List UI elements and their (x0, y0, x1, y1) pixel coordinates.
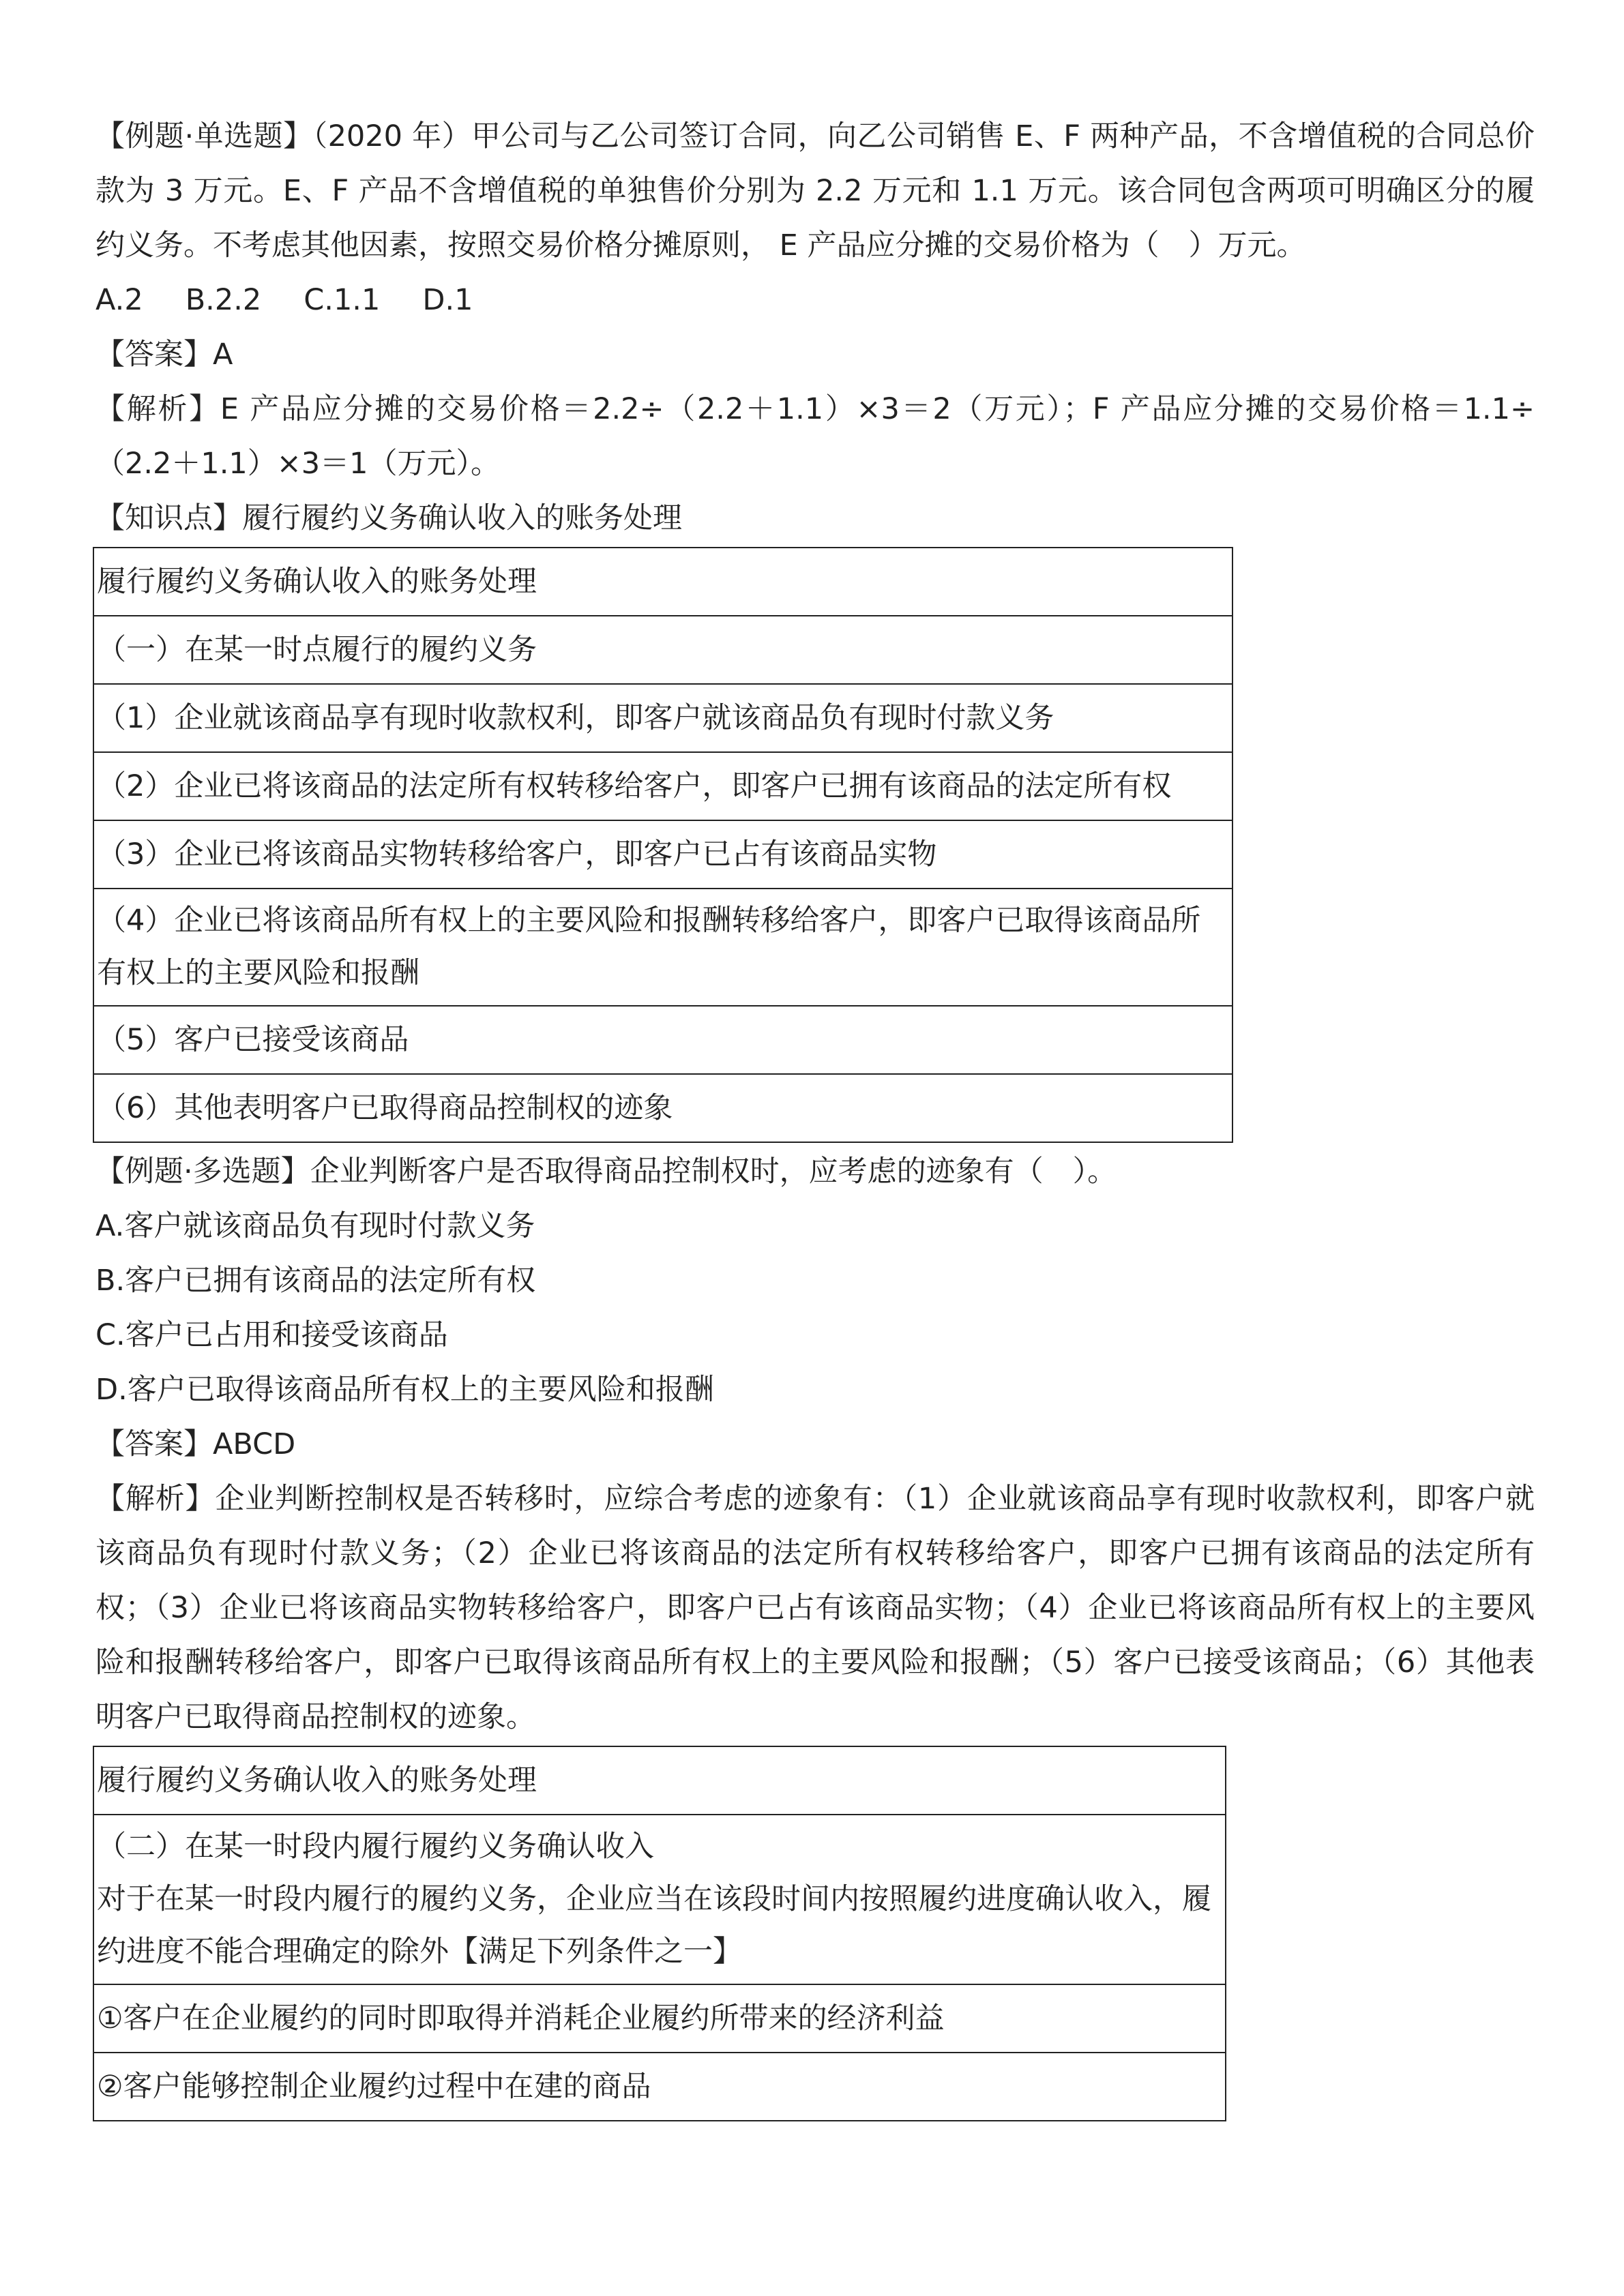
section-body: 对于在某一时段内履行的履约义务，企业应当在该段时间内按照履约进度确认收入，履约进度不能合理确定的除外【满足下列条件之一】 (97, 1882, 1211, 1969)
table-header: 履行履约义务确认收入的账务处理 (93, 548, 1232, 616)
table-header: 履行履约义务确认收入的账务处理 (93, 1746, 1226, 1815)
option-a: A.2 (95, 283, 143, 317)
option-b: B.2.2 (185, 283, 262, 317)
option-d: D.1 (422, 283, 473, 317)
table-row: （4）企业已将该商品所有权上的主要风险和报酬转移给客户，即客户已取得该商品所有权上的主要风险和报酬 (93, 889, 1232, 1006)
question-1-analysis: 【解析】E 产品应分摊的交易价格＝2.2÷（2.2＋1.1）×3＝2（万元）；F 产品应分摊的交易价格＝1.1÷（2.2＋1.1）×3＝1（万元）。 (95, 392, 1535, 481)
table-row: ②客户能够控制企业履约过程中在建的商品 (93, 2053, 1226, 2121)
question-1-answer: 【答案】A (95, 338, 233, 372)
section-title: （二）在某一时段内履行履约义务确认收入 (97, 1830, 654, 1864)
question-2-option-d: D.客户已取得该商品所有权上的主要风险和报酬 (95, 1373, 714, 1407)
table-row: （1）企业就该商品享有现时收款权利，即客户就该商品负有现时付款义务 (93, 684, 1232, 752)
option-c: C.1.1 (304, 283, 381, 317)
question-2-option-c: C.客户已占用和接受该商品 (95, 1318, 448, 1352)
table-row: （5）客户已接受该商品 (93, 1006, 1232, 1074)
question-2-option-b: B.客户已拥有该商品的法定所有权 (95, 1264, 536, 1298)
question-2-stem: 【例题·多选题】企业判断客户是否取得商品控制权时，应考虑的迹象有（ ）。 (95, 1154, 1117, 1189)
table-row: （3）企业已将该商品实物转移给客户，即客户已占有该商品实物 (93, 820, 1232, 889)
table-row: （2）企业已将该商品的法定所有权转移给客户，即客户已拥有该商品的法定所有权 (93, 752, 1232, 820)
table-row-section (93, 1815, 1226, 1984)
document-content (95, 109, 1535, 2123)
question-2-option-a: A.客户就该商品负有现时付款义务 (95, 1209, 535, 1243)
knowledge-point: 【知识点】履行履约义务确认收入的账务处理 (95, 501, 682, 535)
question-2-analysis: 【解析】企业判断控制权是否转移时，应综合考虑的迹象有：（1）企业就该商品享有现时收款权利，即客户就该商品负有现时付款义务；（2）企业已将该商品的法定所有权转移给客户，即客户已拥有该商品的法定所有权；（3）企业已将该商品实物转移给客户，即客户已占有该商品实物；（4）企业已将该商品所有权上的主要风险和报酬转移给客户，即客户已取得该商品所有权上的主要风险和报酬；（5）客户已接受该商品；（6）其他表明客户已取得商品控制权的迹象。 (95, 1482, 1535, 1734)
knowledge-table-over-time (93, 1746, 1226, 2121)
table-row: ①客户在企业履约的同时即取得并消耗企业履约所带来的经济利益 (93, 1984, 1226, 2053)
knowledge-table-point-in-time (93, 547, 1233, 1143)
question-2-answer: 【答案】ABCD (95, 1427, 296, 1461)
table-row: （6）其他表明客户已取得商品控制权的迹象 (93, 1074, 1232, 1142)
table-row: （一）在某一时点履行的履约义务 (93, 616, 1232, 684)
question-1-options (95, 273, 1535, 327)
question-1-stem: 【例题·单选题】（2020 年）甲公司与乙公司签订合同，向乙公司销售 E、F 两种产品，不含增值税的合同总价款为 3 万元。E、F 产品不含增值税的单独售价分别为 2.2 万元和 1.1 万元。该合同包含两项可明确区分的履约义务。不考虑其他因素，按照交易价格分摊原则， E 产品应分摊的交易价格为（ ）万元。 (95, 119, 1535, 263)
